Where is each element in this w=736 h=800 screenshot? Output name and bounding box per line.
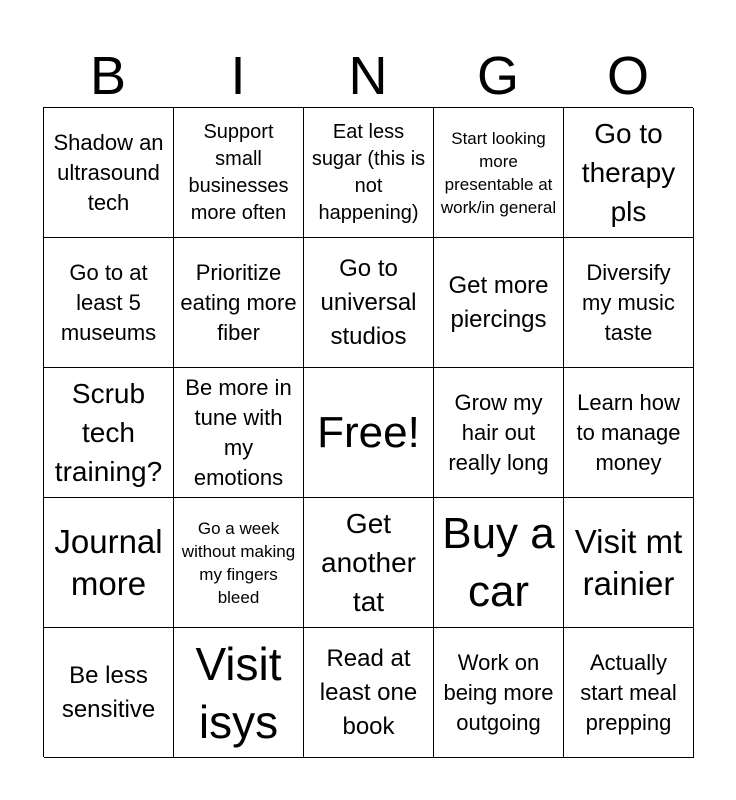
header-letter-i: I: [230, 46, 246, 106]
bingo-cell[interactable]: [564, 628, 694, 758]
cell-text: Go a week without making my fingers bleed: [181, 518, 296, 607]
cell-text: Be more in tune with my emotions: [185, 374, 292, 490]
bingo-cell[interactable]: [304, 108, 434, 238]
cell-text: Learn how to manage money: [576, 389, 681, 475]
bingo-cell[interactable]: [44, 108, 174, 238]
bingo-cell[interactable]: [434, 238, 564, 368]
bingo-header: [43, 44, 693, 108]
header-letter-o: O: [606, 46, 649, 106]
header-letter-n: N: [348, 46, 388, 106]
bingo-board: [43, 107, 693, 757]
bingo-cell[interactable]: [174, 628, 304, 758]
cell-text: Get more piercings: [448, 271, 549, 333]
bingo-cell[interactable]: [434, 368, 564, 498]
bingo-cell[interactable]: [174, 368, 304, 498]
free-space-cell[interactable]: [304, 368, 434, 498]
cell-text: Eat less sugar (this is not happening): [311, 120, 426, 224]
cell-text: Go to therapy pls: [581, 118, 676, 227]
bingo-cell[interactable]: [304, 628, 434, 758]
free-space-text: Free!: [317, 407, 420, 457]
bingo-cell[interactable]: [44, 238, 174, 368]
cell-text: Get another tat: [321, 508, 416, 617]
cell-text: Buy a car: [442, 508, 555, 616]
cell-text: Actually start meal prepping: [580, 649, 677, 735]
bingo-cell[interactable]: [174, 108, 304, 238]
bingo-cell[interactable]: [434, 498, 564, 628]
bingo-cell[interactable]: [304, 238, 434, 368]
bingo-cell[interactable]: [174, 498, 304, 628]
header-letter-b: B: [89, 46, 127, 106]
bingo-cell[interactable]: [304, 498, 434, 628]
header-letter-g: G: [476, 46, 519, 106]
cell-text: Shadow an ultrasound tech: [53, 129, 164, 215]
cell-text: Support small businesses more often: [188, 120, 289, 224]
bingo-cell[interactable]: [434, 108, 564, 238]
bingo-cell[interactable]: [564, 498, 694, 628]
bingo-cell[interactable]: [44, 368, 174, 498]
cell-text: Scrub tech training?: [54, 378, 163, 487]
bingo-cell[interactable]: [564, 108, 694, 238]
bingo-cell[interactable]: [174, 238, 304, 368]
cell-text: Go to at least 5 museums: [60, 259, 157, 345]
cell-text: Diversify my music taste: [582, 259, 675, 345]
cell-text: Be less sensitive: [61, 661, 156, 723]
cell-text: Visit mt rainier: [574, 522, 683, 602]
bingo-cell[interactable]: [434, 628, 564, 758]
cell-text: Visit isys: [195, 637, 282, 748]
bingo-cell[interactable]: [44, 628, 174, 758]
cell-text: Start looking more presentable at work/in general: [440, 128, 557, 217]
cell-text: Go to universal studios: [320, 254, 417, 350]
cell-text: Prioritize eating more fiber: [180, 259, 297, 345]
cell-text: Journal more: [54, 522, 163, 602]
bingo-cell[interactable]: [44, 498, 174, 628]
cell-text: Work on being more outgoing: [443, 649, 554, 735]
cell-text: Grow my hair out really long: [448, 389, 549, 475]
bingo-cell[interactable]: [564, 368, 694, 498]
bingo-cell[interactable]: [564, 238, 694, 368]
cell-text: Read at least one book: [319, 644, 418, 740]
